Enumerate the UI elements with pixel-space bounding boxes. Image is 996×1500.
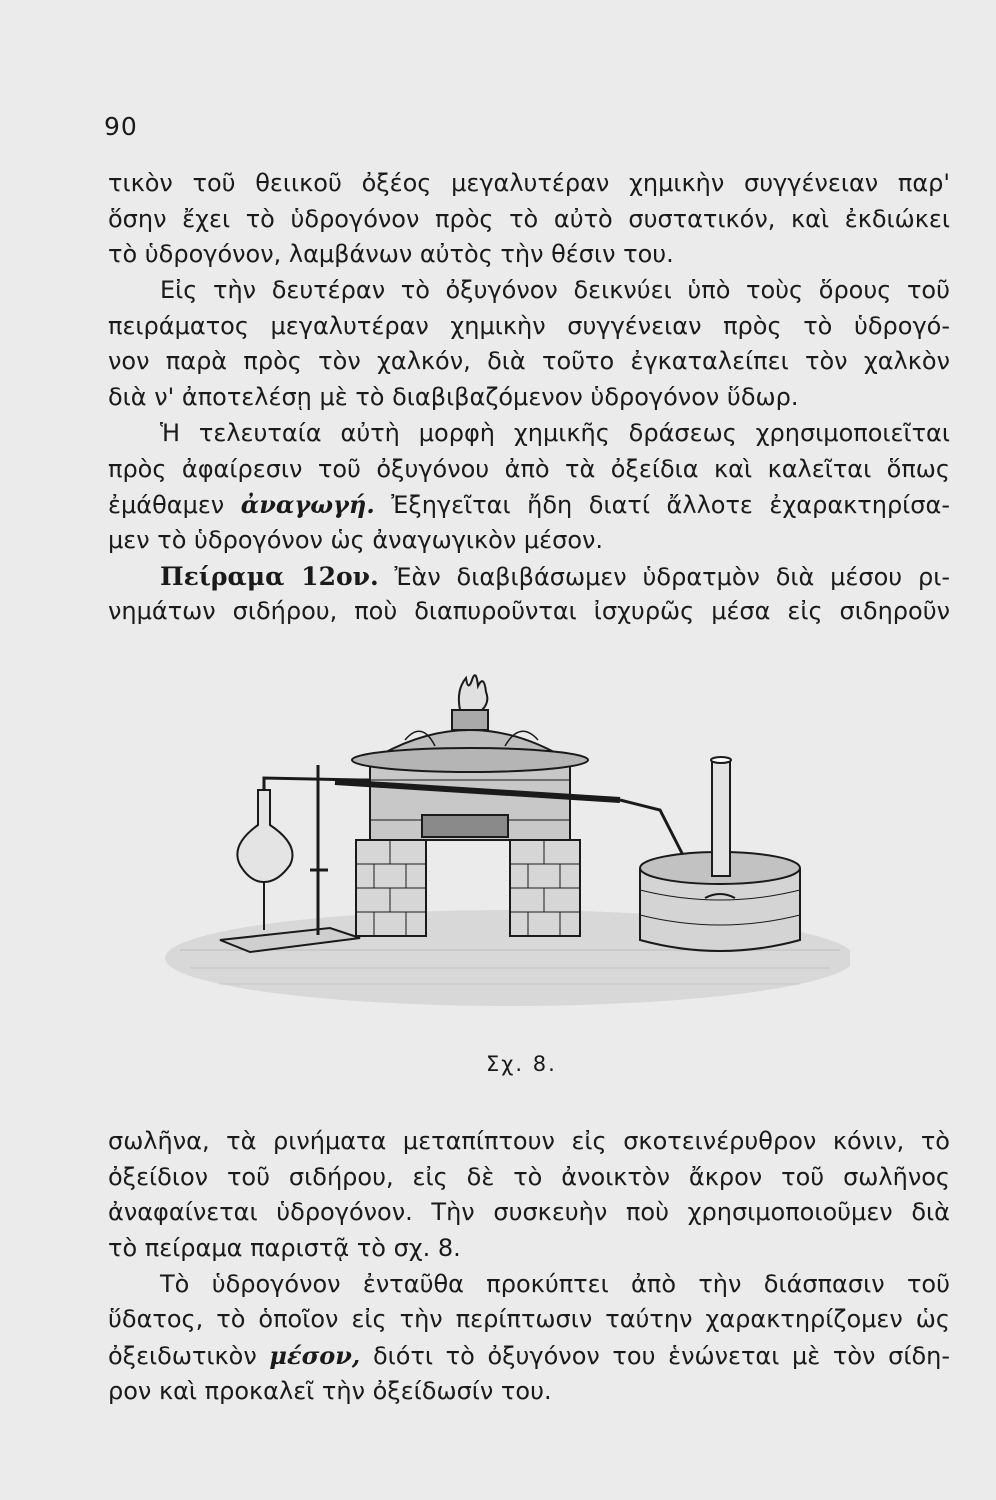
text-line: πρὸς ἀφαίρεσιν τοῦ ὀξυγόνου ἀπὸ τὰ ὀξείδια καὶ καλεῖται ὅπως [108, 454, 950, 483]
text-line: Εἰς τὴν δευτέραν τὸ ὀξυγόνον δεικνύει ὑπὸ τοὺς ὅρους τοῦ [160, 276, 950, 305]
term-meson: μέσον, [269, 1341, 361, 1371]
experiment-line [108, 559, 950, 595]
text-fragment: Ἐξηγεῖται ἤδη διατί ἄλλοτε ἐχαρακτηρίσα- [374, 491, 950, 520]
text-line: Ἡ τελευταία αὐτὴ μορφὴ χημικῆς δράσεως χρησιμοποιεῖται [160, 418, 950, 447]
text-fragment: διότι τὸ ὀξυγόνον του ἑνώνεται μὲ τὸν σίδη- [360, 1342, 950, 1371]
experiment-heading: Πείραμα 12ον. [160, 561, 379, 591]
figure-caption: Σχ. 8. [486, 1052, 557, 1076]
text-line: πειράματος μεγαλυτέραν χημικὴν συγγένειαν πρὸς τὸ ὑδρογό- [108, 311, 950, 340]
text-line: μεν τὸ ὑδρογόνον ὡς ἀναγωγικὸν μέσον. [108, 525, 604, 554]
page-number: 90 [104, 112, 138, 141]
bottom-text-block [108, 1124, 950, 1410]
text-line: ἀναφαίνεται ὑδρογόνον. Τὴν συσκευὴν ποὺ χρησιμοποιοῦμεν διὰ [108, 1198, 950, 1227]
text-fragment: ἐμάθαμεν [108, 491, 241, 520]
figure-drawing [165, 675, 850, 1006]
top-text-block [108, 166, 950, 630]
flask [237, 790, 292, 882]
term-anagogi: ἀναγωγή. [240, 490, 375, 520]
text-line: νον παρὰ πρὸς τὸν χαλκόν, διὰ τοῦτο ἐγκαταλείπει τὸν χαλκὸν [108, 347, 950, 376]
furnace-window [422, 815, 508, 837]
text-line: διὰ ν' ἀποτελέσῃ μὲ τὸ διαβιβαζόμενον ὑδρογόνον ὕδωρ. [108, 383, 799, 412]
text-fragment: Ἐὰν διαβιβάσωμεν ὑδρατμὸν διὰ μέσου ρι- [378, 562, 950, 591]
text-line: ὅσην ἔχει τὸ ὑδρογόνον πρὸς τὸ αὐτὸ συστατικόν, καὶ ἐκδιώκει [108, 204, 950, 233]
text-line: τὸ ὑδρογόνον, λαμβάνων αὐτὸς τὴν θέσιν του. [108, 240, 674, 269]
collecting-cylinder [712, 760, 730, 876]
text-line-with-term [108, 487, 950, 523]
text-line: τικὸν τοῦ θειικοῦ ὀξέος μεγαλυτέραν χημικὴν συγγένειαν παρ' [108, 169, 950, 197]
text-line: ρον καὶ προκαλεῖ τὴν ὀξείδωσίν του. [108, 1376, 552, 1405]
text-line-with-term [108, 1338, 950, 1374]
figure-apparatus-illustration [160, 650, 850, 1030]
text-line: Τὸ ὑδρογόνον ἐνταῦθα προκύπτει ἀπὸ τὴν διάσπασιν τοῦ [160, 1269, 950, 1298]
text-line: τὸ πείραμα παριστᾷ τὸ σχ. 8. [108, 1234, 461, 1263]
text-line: ὀξείδιον τοῦ σιδήρου, εἰς δὲ τὸ ἀνοικτὸν ἄκρον τοῦ σωλῆνος [108, 1162, 950, 1191]
furnace-rim [352, 748, 588, 772]
text-line: ὕδατος, τὸ ὁποῖον εἰς τὴν περίπτωσιν ταύτην χαρακτηρίζομεν ὡς [108, 1305, 950, 1334]
text-line: νημάτων σιδήρου, ποὺ διαπυροῦνται ἰσχυρῶς μέσα εἰς σιδηροῦν [108, 597, 950, 626]
text-fragment: ὀξειδωτικὸν [108, 1342, 270, 1371]
text-line: σωλῆνα, τὰ ρινήματα μεταπίπτουν εἰς σκοτεινέρυθρον κόνιν, τὸ [108, 1127, 950, 1155]
flame [459, 675, 487, 710]
